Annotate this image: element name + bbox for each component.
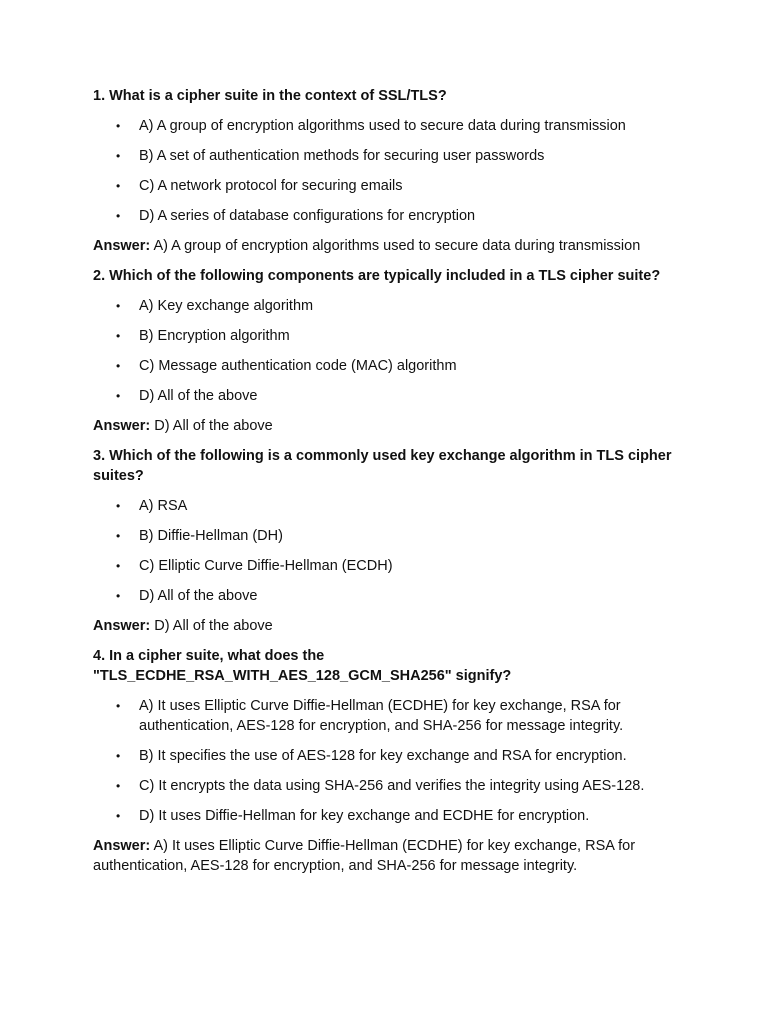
- bullet-icon: •: [116, 179, 121, 193]
- bullet-icon: •: [116, 119, 121, 133]
- question-4-option-c: • C) It encrypts the data using SHA-256 and verifies the integrity using AES-128.: [116, 778, 645, 794]
- bullet-icon: •: [116, 559, 121, 573]
- answer-text: A) A group of encryption algorithms used to secure data during transmission: [153, 238, 641, 254]
- question-1-options: [93, 116, 683, 226]
- bullet-icon: •: [116, 299, 121, 313]
- answer-label: Answer:: [93, 618, 151, 634]
- question-1-option-b: • B) A set of authentication methods for securing user passwords: [116, 148, 545, 164]
- question-1-option-d: • D) A series of database configurations for encryption: [116, 208, 476, 224]
- question-4-options: [93, 696, 683, 826]
- question-3-option-c: • C) Elliptic Curve Diffie-Hellman (ECDH): [116, 558, 393, 574]
- question-3-option-d: • D) All of the above: [116, 588, 258, 604]
- question-2-option-c: • C) Message authentication code (MAC) algorithm: [116, 358, 457, 374]
- answer-label: Answer:: [93, 238, 151, 254]
- question-3-option-b: • B) Diffie-Hellman (DH): [116, 528, 283, 544]
- bullet-icon: •: [116, 809, 121, 823]
- answer-text: D) All of the above: [154, 618, 273, 634]
- bullet-icon: •: [116, 699, 121, 713]
- bullet-icon: •: [116, 359, 121, 373]
- bullet-icon: •: [116, 329, 121, 343]
- answer-label: Answer:: [93, 838, 151, 854]
- question-3-text: 3. Which of the following is a commonly used key exchange algorithm in TLS cipher suites?: [93, 448, 672, 484]
- question-1-option-a: • A) A group of encryption algorithms used to secure data during transmission: [116, 118, 626, 134]
- bullet-icon: •: [116, 499, 121, 513]
- question-4-option-d: • D) It uses Diffie-Hellman for key exchange and ECDHE for encryption.: [116, 808, 590, 824]
- question-4-answer: [93, 836, 683, 876]
- question-2-answer: [93, 416, 683, 436]
- question-1-option-c: • C) A network protocol for securing emails: [116, 178, 403, 194]
- bullet-icon: •: [116, 749, 121, 763]
- bullet-icon: •: [116, 779, 121, 793]
- bullet-icon: •: [116, 209, 121, 223]
- question-1-text: 1. What is a cipher suite in the context of SSL/TLS?: [93, 88, 447, 104]
- question-1-answer: [93, 236, 683, 256]
- question-2-option-a: • A) Key exchange algorithm: [116, 298, 314, 314]
- question-4-option-a: • A) It uses Elliptic Curve Diffie-Hellman (ECDHE) for key exchange, RSA for authentication, AES-128 for encryption, and SHA-256 for message integrity.: [116, 698, 624, 734]
- question-3-answer: [93, 616, 683, 636]
- document-page: [93, 86, 683, 886]
- question-2-text: 2. Which of the following components are typically included in a TLS cipher suite?: [93, 268, 661, 284]
- bullet-icon: •: [116, 149, 121, 163]
- question-4-text: 4. In a cipher suite, what does the "TLS_ECDHE_RSA_WITH_AES_128_GCM_SHA256" signify?: [93, 648, 512, 684]
- question-2-option-b: • B) Encryption algorithm: [116, 328, 290, 344]
- answer-text: D) All of the above: [154, 418, 273, 434]
- bullet-icon: •: [116, 529, 121, 543]
- bullet-icon: •: [116, 589, 121, 603]
- answer-label: Answer:: [93, 418, 151, 434]
- answer-text: A) It uses Elliptic Curve Diffie-Hellman (ECDHE) for key exchange, RSA for authentication, AES-128 for encryption, and SHA-256 for message integrity.: [93, 838, 636, 874]
- question-4-option-b: • B) It specifies the use of AES-128 for key exchange and RSA for encryption.: [116, 748, 627, 764]
- question-3-option-a: • A) RSA: [116, 498, 188, 514]
- question-3-options: [93, 496, 683, 606]
- question-2-option-d: • D) All of the above: [116, 388, 258, 404]
- bullet-icon: •: [116, 389, 121, 403]
- question-2-options: [93, 296, 683, 406]
